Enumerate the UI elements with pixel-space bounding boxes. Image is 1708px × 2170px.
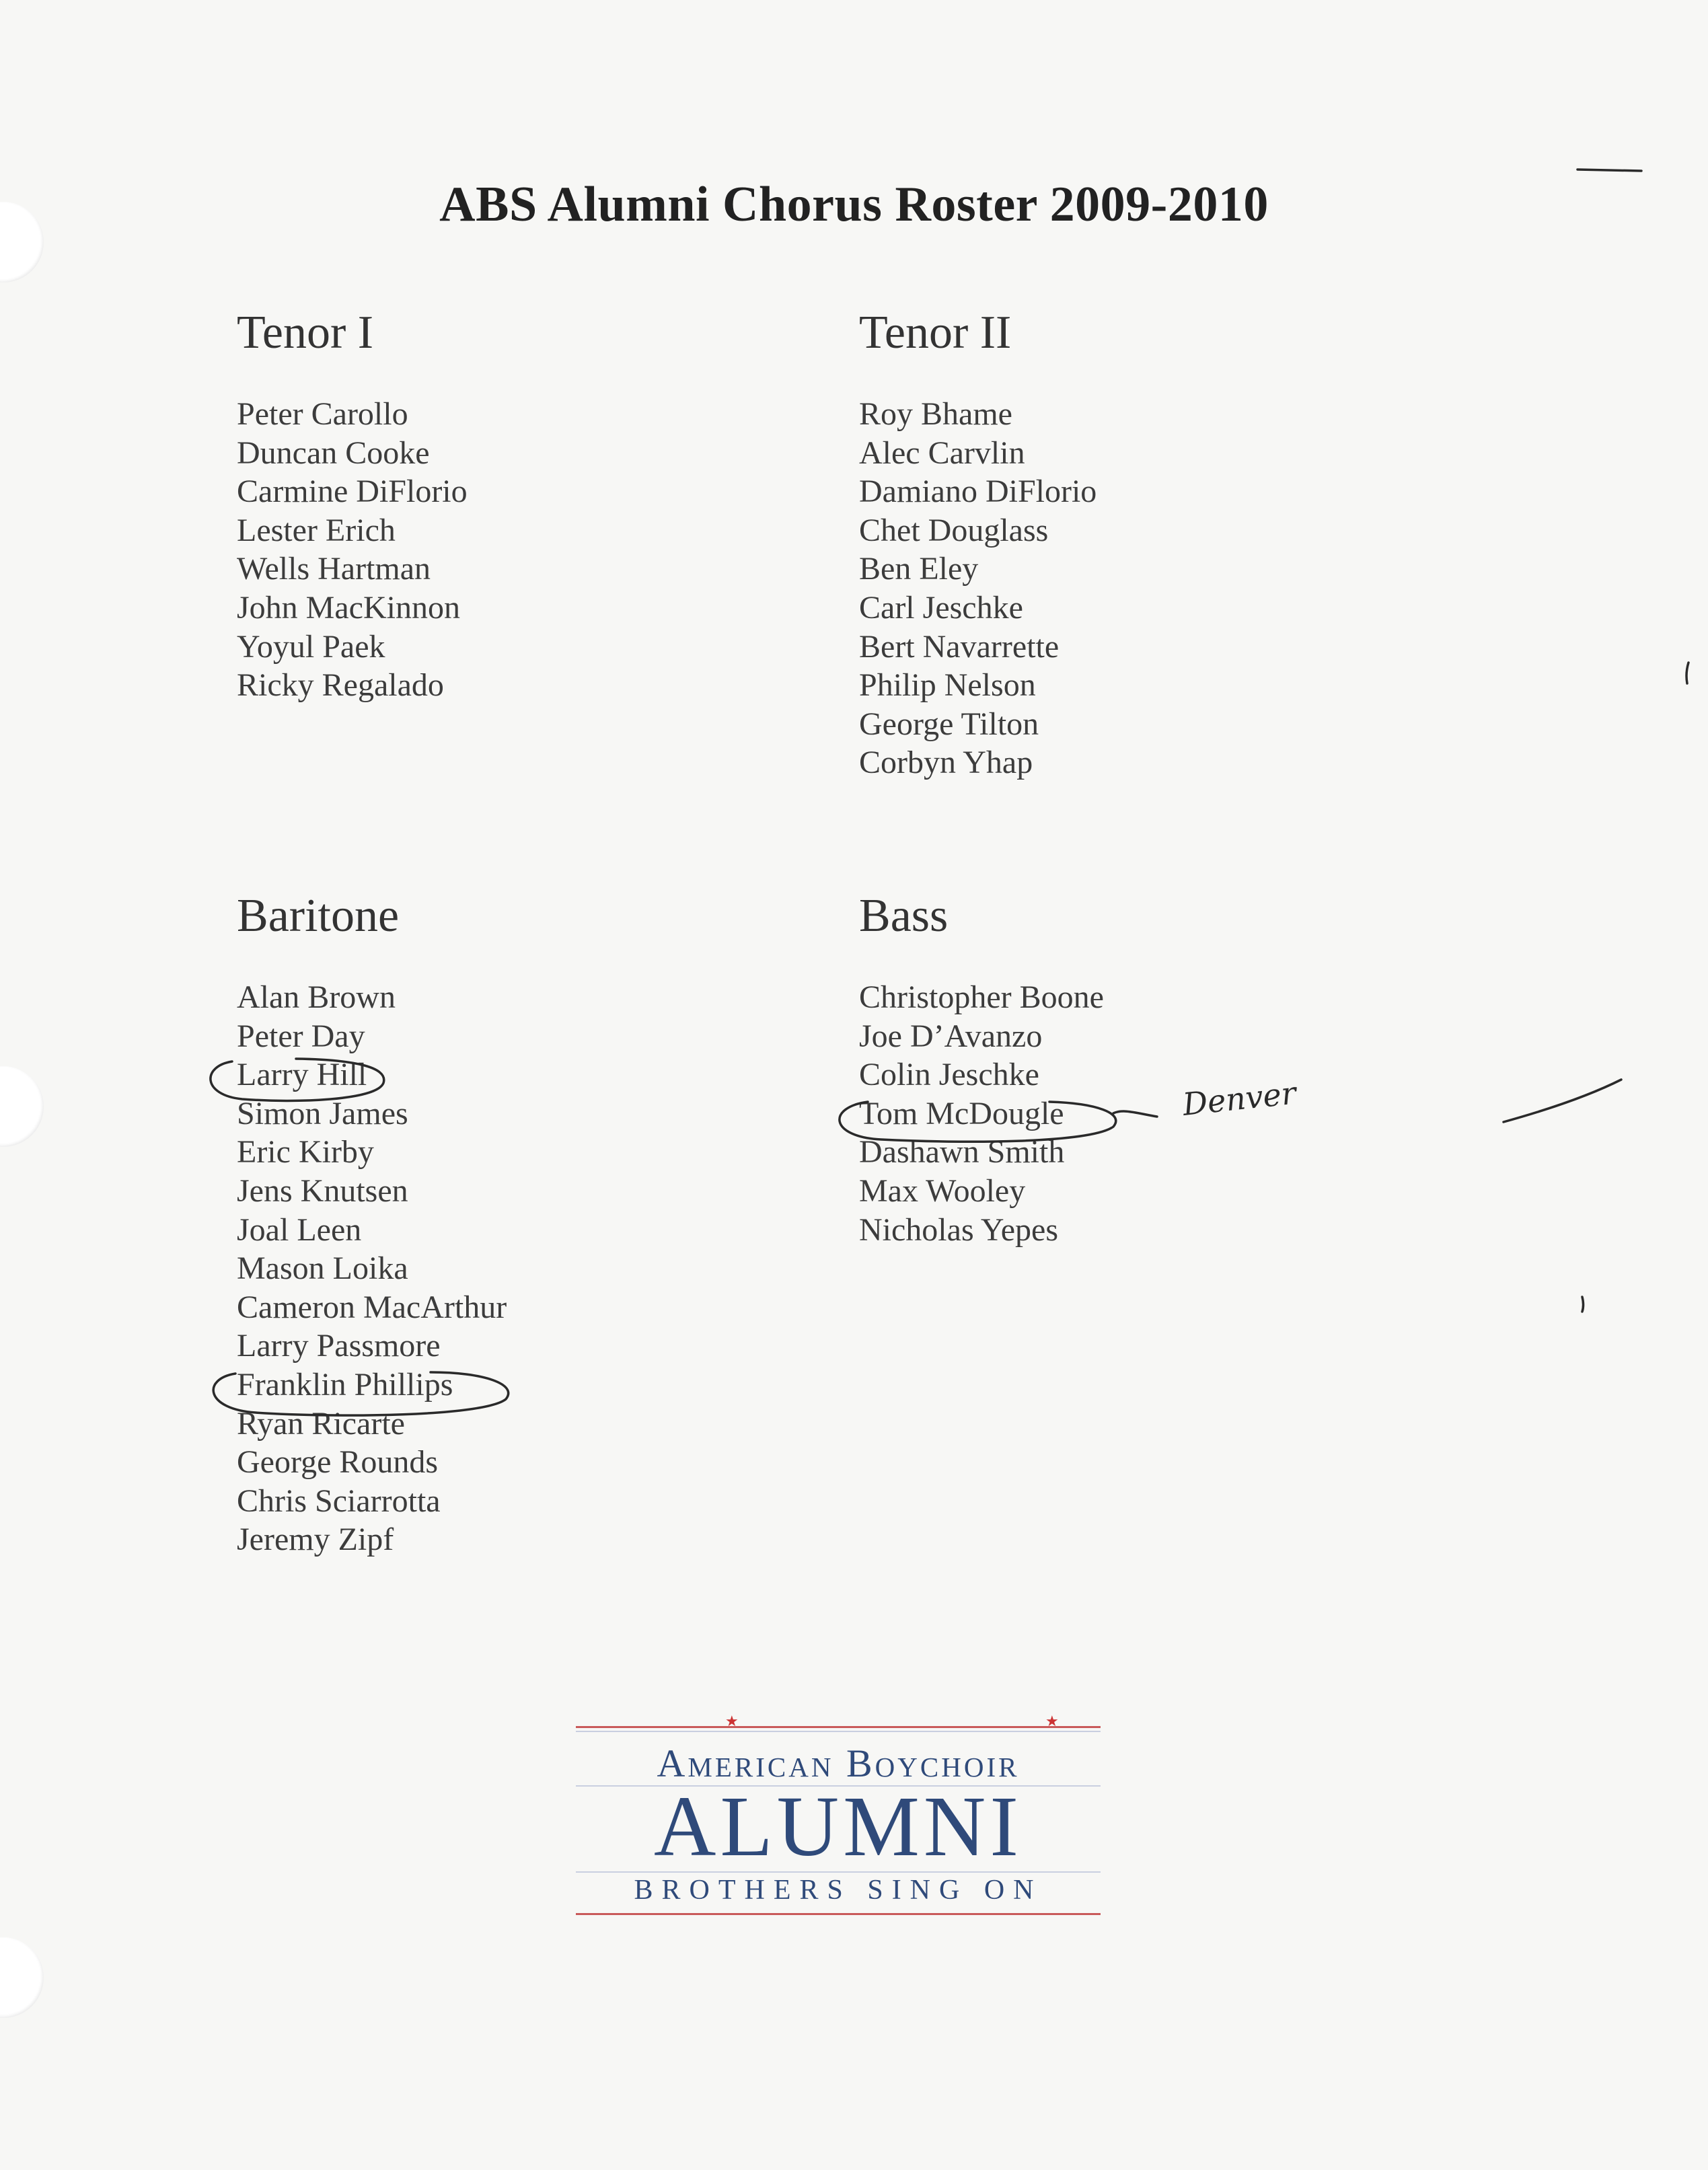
list-item: Damiano DiFlorio — [859, 474, 1097, 510]
list-item: George Tilton — [859, 706, 1039, 742]
list-item: Joal Leen — [237, 1211, 362, 1248]
list-item: Alan Brown — [237, 979, 396, 1015]
list-item: Christopher Boone — [859, 979, 1104, 1015]
list-item: Peter Day — [237, 1018, 365, 1054]
logo-line-3: BROTHERS SING ON — [634, 1875, 1043, 1906]
list-item: Alec Carvlin — [859, 435, 1025, 471]
list-item: Colin Jeschke — [859, 1057, 1039, 1093]
list-item: Peter Carollo — [237, 396, 408, 432]
section-heading: Baritone — [237, 890, 400, 942]
list-item: Carmine DiFlorio — [237, 474, 468, 510]
list-item: Chet Douglass — [859, 512, 1049, 548]
list-item: Dashawn Smith — [859, 1134, 1065, 1170]
page-title: ABS Alumni Chorus Roster 2009-2010 — [439, 177, 1269, 232]
star-icon: ★ — [725, 1713, 739, 1729]
list-item: Corbyn Yhap — [859, 745, 1033, 781]
american-boychoir-alumni-logo — [576, 1713, 1101, 1917]
logo-lower-rule — [576, 1871, 1101, 1873]
list-item: Chris Sciarrotta — [237, 1483, 441, 1519]
list-item: Franklin Phillips — [237, 1366, 453, 1402]
list-item: Tom McDougle — [859, 1095, 1064, 1131]
list-item: Ricky Regalado — [237, 667, 444, 704]
list-item: Jeremy Zipf — [237, 1522, 394, 1558]
section-heading: Tenor II — [859, 307, 1012, 359]
list-item: Bert Navarrette — [859, 628, 1060, 665]
list-item: Simon James — [237, 1095, 408, 1131]
margin-tick-top — [1577, 170, 1641, 171]
logo-line-2: ALUMNI — [654, 1779, 1023, 1874]
list-item: Nicholas Yepes — [859, 1211, 1058, 1248]
margin-mark-1 — [1686, 663, 1688, 683]
list-item: Larry Passmore — [237, 1328, 441, 1364]
circle-mark-larry-hill — [211, 1059, 384, 1100]
list-item: Max Wooley — [859, 1172, 1026, 1209]
circle-mark-franklin-phillips — [213, 1372, 508, 1415]
list-item: Duncan Cooke — [237, 435, 430, 471]
list-item: Ben Eley — [859, 551, 979, 587]
list-item: Ryan Ricarte — [237, 1405, 405, 1442]
list-item: Yoyul Paek — [237, 628, 385, 665]
list-item: Eric Kirby — [237, 1134, 374, 1170]
list-item: Wells Hartman — [237, 551, 431, 587]
section-heading: Tenor I — [237, 307, 374, 359]
list-item: Joe D’Avanzo — [859, 1018, 1043, 1054]
list-item: Carl Jeschke — [859, 589, 1023, 626]
star-icon: ★ — [1045, 1713, 1059, 1729]
list-item: Philip Nelson — [859, 667, 1036, 704]
circle-mark-tom-mcdougle — [840, 1102, 1116, 1142]
logo-top-rule — [576, 1726, 1101, 1728]
logo-top-rule-inner — [576, 1731, 1101, 1732]
section-heading: Bass — [859, 890, 949, 942]
list-item: Lester Erich — [237, 512, 396, 548]
list-item: Mason Loika — [237, 1250, 408, 1287]
list-item: Roy Bhame — [859, 396, 1012, 432]
logo-bottom-rule — [576, 1913, 1101, 1915]
margin-tick-right — [1503, 1080, 1621, 1122]
list-item: John MacKinnon — [237, 589, 460, 626]
list-item: George Rounds — [237, 1444, 439, 1481]
list-item: Cameron MacArthur — [237, 1289, 507, 1325]
handwritten-note: Denver — [1181, 1074, 1298, 1123]
list-item: Jens Knutsen — [237, 1172, 408, 1209]
list-item: Larry Hill — [237, 1057, 367, 1093]
connector-stroke — [1113, 1111, 1157, 1117]
logo-line-1: American Boychoir — [657, 1742, 1020, 1785]
margin-mark-2 — [1582, 1297, 1584, 1312]
